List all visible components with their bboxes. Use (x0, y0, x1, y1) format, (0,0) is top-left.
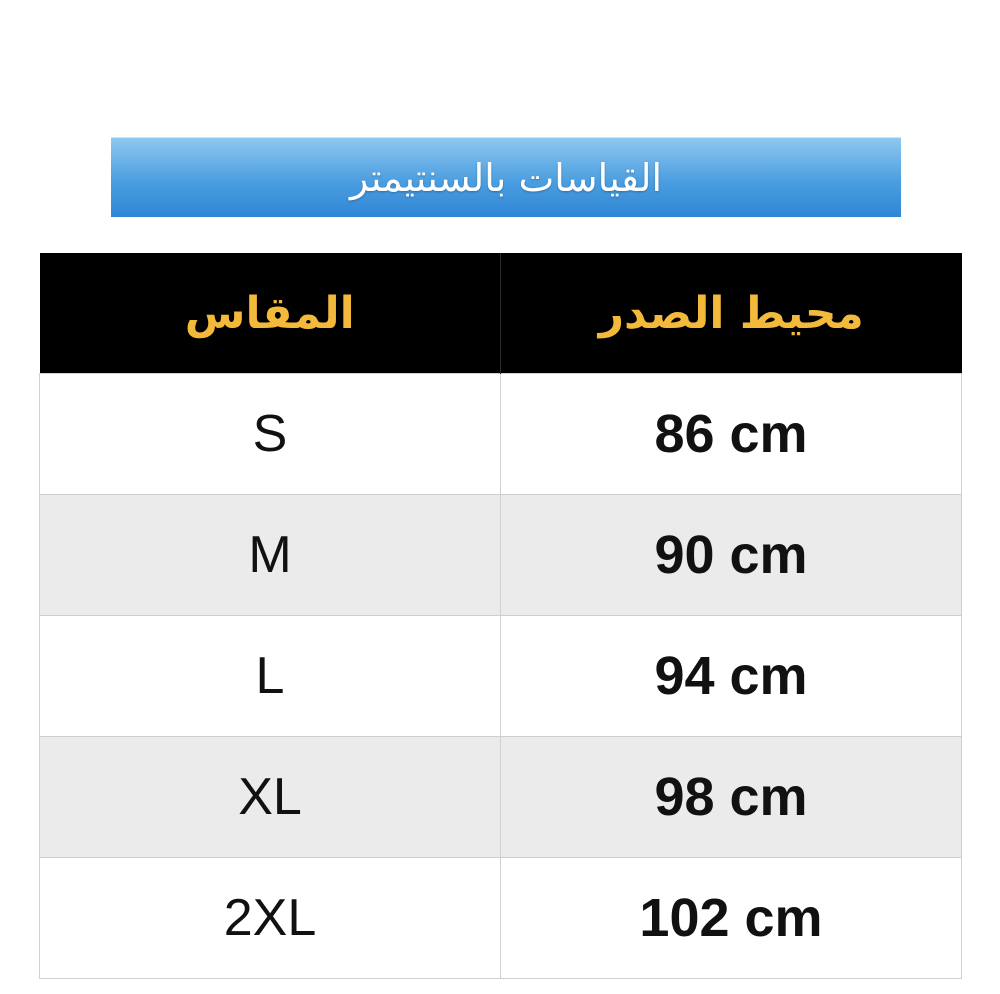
size-cell: S (40, 374, 501, 495)
table-row (40, 858, 962, 979)
size-cell: XL (40, 737, 501, 858)
chest-cell: 90 cm (501, 495, 962, 616)
header-size: المقاس (40, 253, 501, 374)
chest-cell: 102 cm (501, 858, 962, 979)
table-row (40, 737, 962, 858)
title-banner (111, 137, 901, 217)
table-row (40, 616, 962, 737)
page-title: القياسات بالسنتيمتر (349, 155, 663, 200)
table-header-row (40, 253, 962, 374)
size-chart-table (39, 253, 962, 979)
table-row (40, 495, 962, 616)
chest-cell: 86 cm (501, 374, 962, 495)
size-cell: M (40, 495, 501, 616)
header-chest: محيط الصدر (501, 253, 962, 374)
size-cell: 2XL (40, 858, 501, 979)
size-cell: L (40, 616, 501, 737)
table-row (40, 374, 962, 495)
chest-cell: 98 cm (501, 737, 962, 858)
chest-cell: 94 cm (501, 616, 962, 737)
